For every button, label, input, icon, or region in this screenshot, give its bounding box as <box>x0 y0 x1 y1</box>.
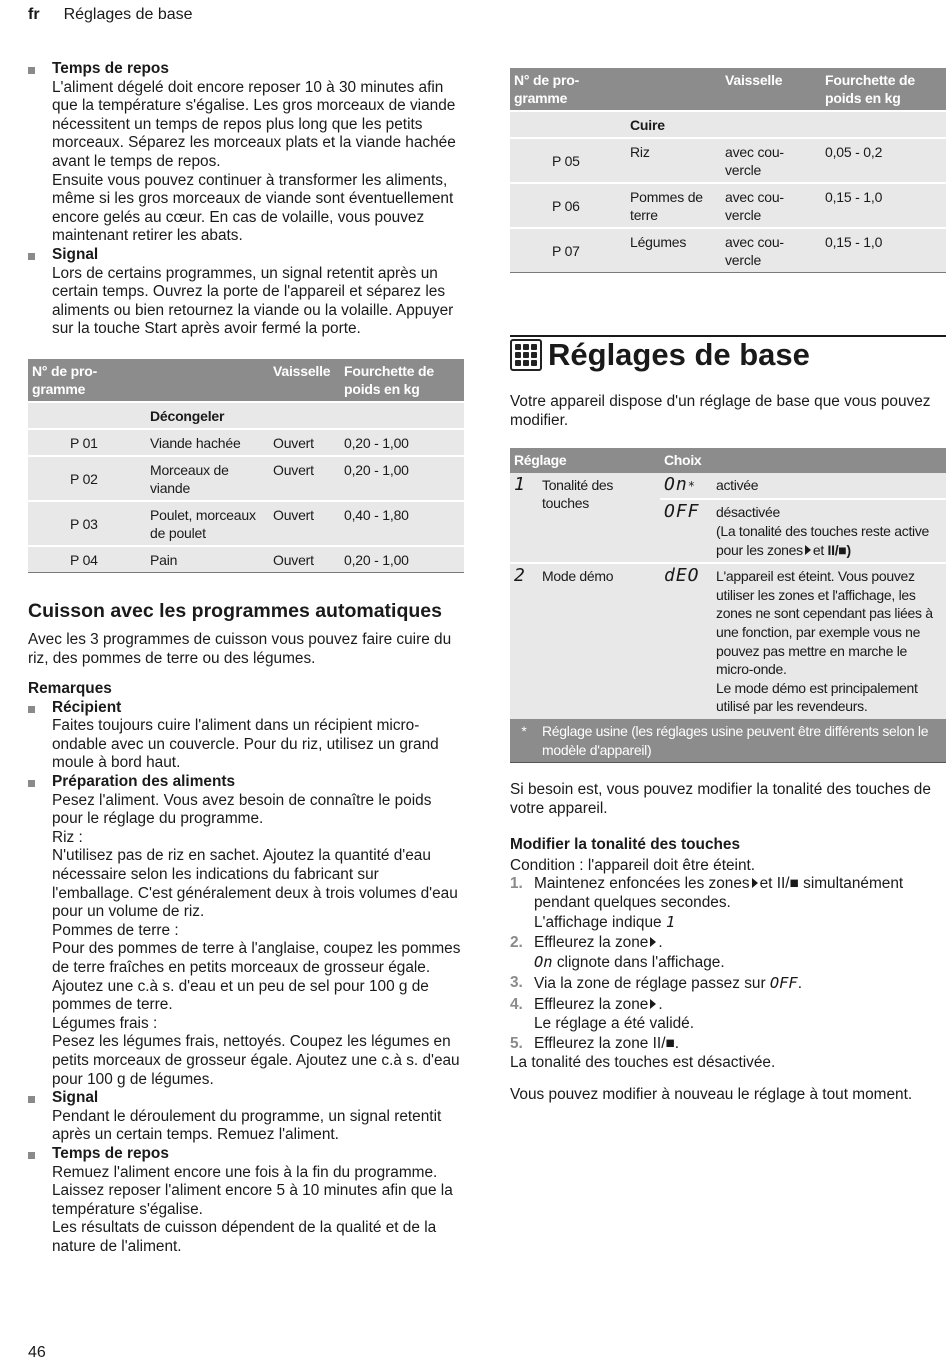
big-title: Réglages de base <box>548 337 810 372</box>
bullet-temps-de-repos: Temps de repos L'aliment dégelé doit encore reposer 10 à 30 minutes afin que la température s'égalise. Les gros morceaux de viande nécessitent un temps de repos plus long que les petits morceaux. Séparez les morceaux plats et la viande hachée avant le temps de repos. Ensuite vous pouvez continuer à transformer les aliments, même si les gros morceaux de viande sont éventuellement encore gelés au cœur. En cas de volaille, vous pouvez maintenant retirer les abats. <box>28 60 464 246</box>
remarks-title: Remarques <box>28 680 112 698</box>
section-intro: Avec les 3 programmes de cuisson vous pouvez faire cuire du riz, des pommes de terre ou des légumes. <box>28 630 452 667</box>
play-triangle-icon <box>650 937 656 947</box>
sub-title: Modifier la tonalité des touches <box>510 836 741 854</box>
table-row: P 05 Riz avec cou- vercle 0,05 - 0,2 <box>510 138 946 183</box>
left-column <box>28 60 464 1257</box>
settings-grid-icon <box>510 339 542 371</box>
table-row: P 01 Viande hachée Ouvert 0,20 - 1,00 <box>28 429 464 456</box>
play-triangle-icon <box>752 878 758 888</box>
section-title: Cuisson avec les programmes automatiques <box>28 599 442 622</box>
step-5: 5. Effleurez la zone II/■. <box>510 1035 680 1053</box>
table-row: P 06 Pommes de terre avec cou- vercle 0,15 - 1,0 <box>510 183 946 228</box>
play-triangle-icon <box>650 999 656 1009</box>
page-header <box>28 6 193 25</box>
table-cuire: N° de pro- gramme Vaisselle Fourchette de poids en kg Cuire P 05 Riz avec cou- vercle 0,05 - 0,2 P 06 Pommes de terre avec cou- vercle 0,15 - 1,0 P 07 Légumes avec cou- vercle 0,15 - 1,0 <box>510 68 946 273</box>
table-footnote: * Réglage usine (les réglages usine peuvent être différents selon le modèle d'appareil) <box>510 719 946 763</box>
table-row: P 04 Pain Ouvert 0,20 - 1,00 <box>28 546 464 573</box>
table-row: P 02 Morceaux de viande Ouvert 0,20 - 1,00 <box>28 456 464 501</box>
result-text: La tonalité des touches est désactivée. <box>510 1053 776 1071</box>
table-row: 1 Tonalité des touches On* activée <box>510 473 946 500</box>
table-row: P 07 Légumes avec cou- vercle 0,15 - 1,0 <box>510 228 946 273</box>
steps-list <box>510 875 946 1053</box>
bullet-signal-2: Signal Pendant le déroulement du programme, un signal retentit après un certain temps. Remuez l'aliment. <box>28 1089 464 1145</box>
step-3: 3. Via la zone de réglage passez sur OFF. <box>510 974 802 993</box>
right-column <box>510 68 946 1105</box>
step-4: 4. Effleurez la zone . Le réglage a été validé. <box>510 996 695 1032</box>
closing-text: Vous pouvez modifier à nouveau le réglage à tout moment. <box>510 1086 913 1104</box>
settings-table: Réglage Choix 1 Tonalité des touches On* activée OFF désactivée (La tonalité des touches reste active pour les zones et II/■) 2 Mode démo dEO L'appareil est éteint. Vous pouvez utiliser les zones et l'affichage, les zones ne sont cependant pas liées à une fonction, par exemple vous ne pouvez pas mettre en marche le micro-onde. Le mode démo est principalement utilisé par les revendeurs. * Réglage usine (les réglages usine peuvent être différents selon le modèle d'appareil) <box>510 448 946 763</box>
bullet-temps-de-repos-2: Temps de repos Remuez l'aliment encore une fois à la fin du programme. Laissez reposer l'aliment encore 5 à 10 minutes afin que la température s'égalise. Les résultats de cuisson dépendent de la qualité et de la nature de l'aliment. <box>28 1145 464 1257</box>
header-title: Réglages de base <box>63 6 193 23</box>
play-triangle-icon <box>805 545 811 555</box>
intro-text: Votre appareil dispose d'un réglage de base que vous pouvez modifier. <box>510 393 931 429</box>
step-1: 1. Maintenez enfoncées les zones et II/■ simultanément pendant quelques secondes. L'affichage indique 1 <box>510 875 904 931</box>
bullet-preparation: Préparation des aliments Pesez l'aliment. Vous avez besoin de connaître le poids pour le réglage du programme. Riz : N'utilisez pas de riz en sachet. Ajoutez la quantité d'eau nécessaire selon les indications du fabricant sur l'emballage. C'est généralement deux à trois volumes d'eau pour un volume de riz. Pommes de terre : Pour des pommes de terre à l'anglaise, coupez les pommes de terre fraîches en petits morceaux de grosseur égale. Ajoutez une c.à s. d'eau et un peu de sel pour 100 g de pommes de terre. Légumes frais : Pesez les légumes frais, nettoyés. Coupez les légumes en petits morceaux de grosseur égale. Ajoutez une c.à s. d'eau pour 100 g de légumes. <box>28 773 464 1089</box>
para-1: Si besoin est, vous pouvez modifier la tonalité des touches de votre appareil. <box>510 781 931 817</box>
table-row: P 03 Poulet, morceaux de poulet Ouvert 0,40 - 1,80 <box>28 501 464 546</box>
step-2: 2. Effleurez la zone . On clignote dans l'affichage. <box>510 934 725 971</box>
bullet-signal: Signal Lors de certains programmes, un signal retentit après un certain temps. Ouvrez la porte de l'appareil et séparez les aliments ou bien retournez la viande ou la volaille. Appuyer sur la touche Start après avoir fermé la porte. <box>28 246 464 339</box>
bullet-recipient: Récipient Faites toujours cuire l'aliment dans un récipient micro-ondable avec un couvercle. Pour du riz, utilisez un grand moule à bord haut. <box>28 699 464 773</box>
table-decongeler: N° de pro- gramme Vaisselle Fourchette de poids en kg Décongeler P 01 Viande hachée Ouvert 0,20 - 1,00 P 02 Morceaux de viande Ouvert 0,20 - 1,00 P 03 Poulet, morceaux de poulet Ouvert 0,40 - 1,80 P 04 Pain Ouvert 0,20 - 1,00 <box>28 359 464 573</box>
condition: Condition : l'appareil doit être éteint. <box>510 856 756 874</box>
table-row: OFF désactivée (La tonalité des touches reste active pour les zones et II/■) <box>510 499 946 563</box>
language-code: fr <box>28 6 40 23</box>
page-number: 46 <box>28 1344 46 1361</box>
table-row: 2 Mode démo dEO L'appareil est éteint. Vous pouvez utiliser les zones et l'affichage, les zones ne sont cependant pas liées à une fonction, par exemple vous ne pouvez pas mettre en marche le micro-onde. Le mode démo est principalement utilisé par les revendeurs. <box>510 563 946 719</box>
big-title-block <box>510 335 946 373</box>
